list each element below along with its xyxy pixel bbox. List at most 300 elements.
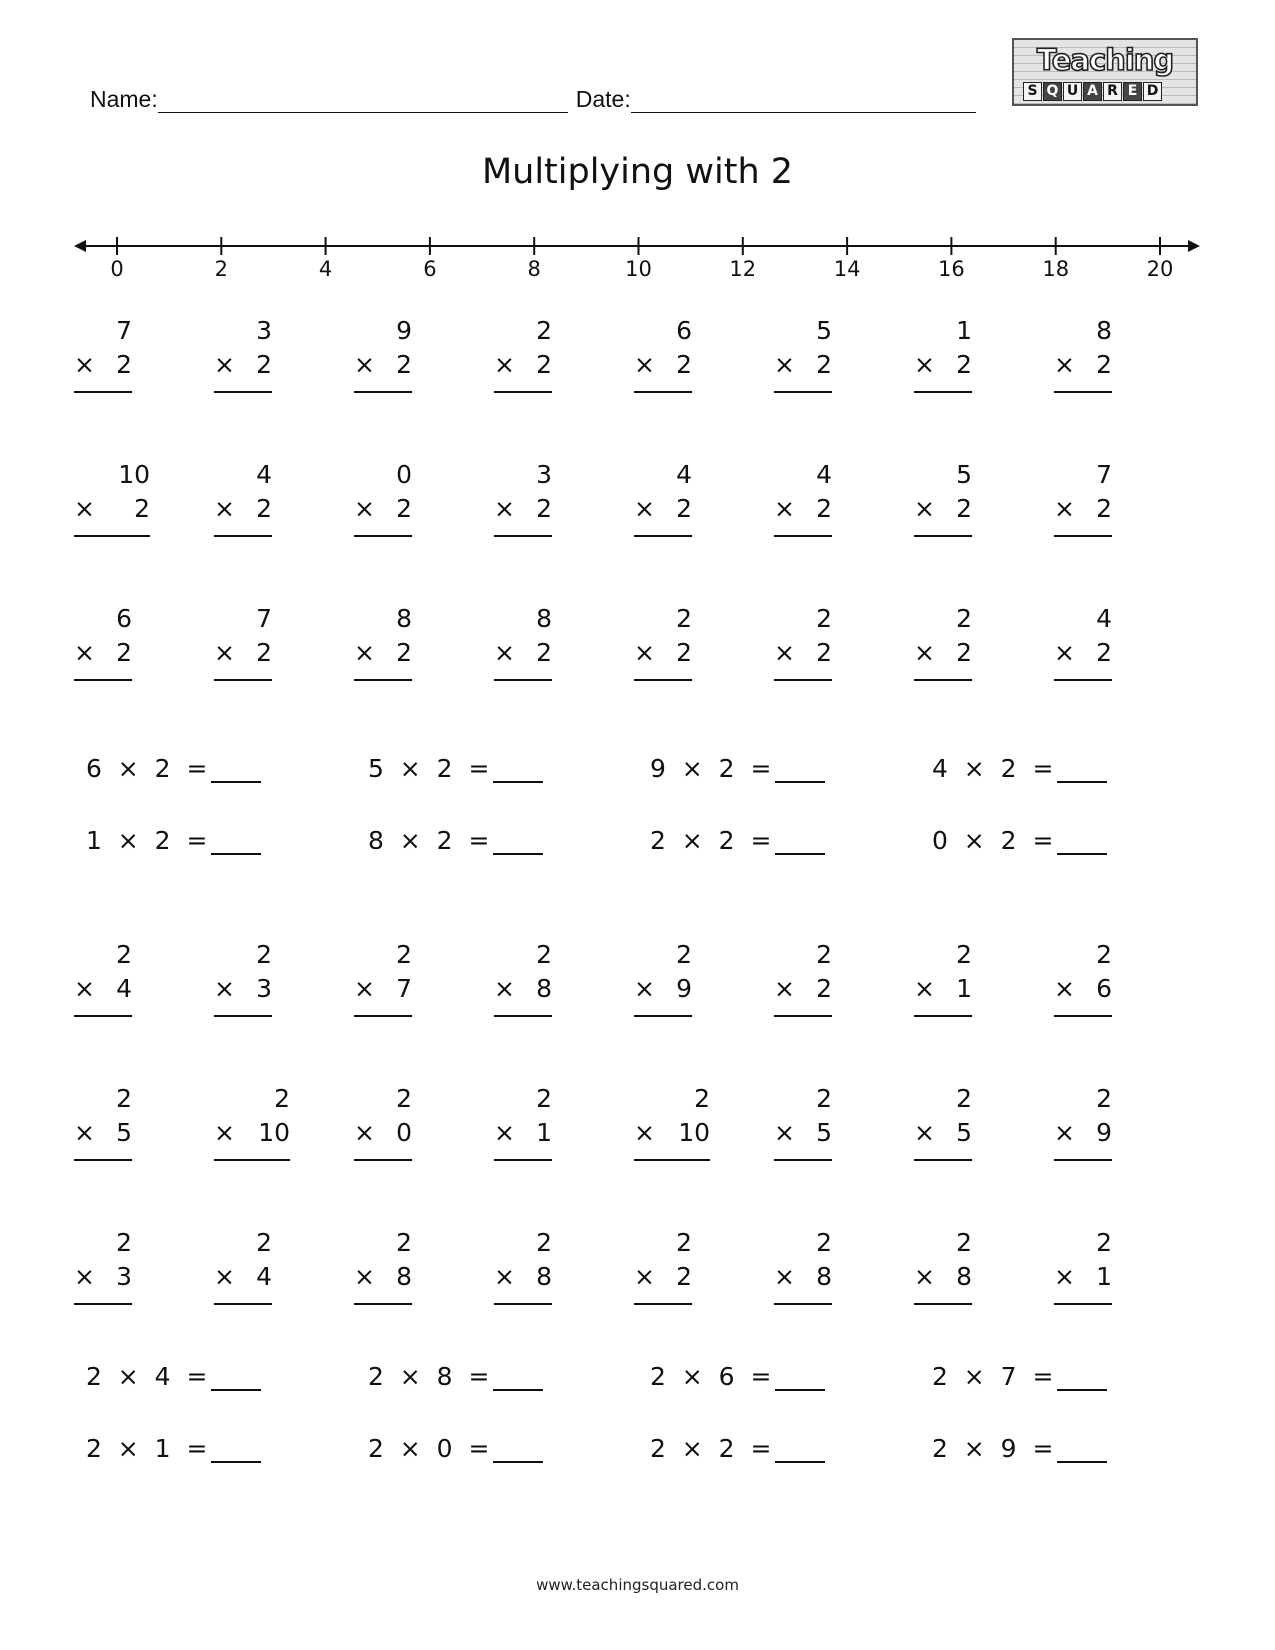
equation-text: 9 × 2 = bbox=[650, 754, 772, 783]
logo-word: Teaching bbox=[1036, 43, 1174, 77]
multiplier: 2 bbox=[1096, 494, 1112, 523]
multiplicand: 2 bbox=[956, 604, 972, 633]
multiplier: 8 bbox=[536, 974, 552, 1003]
vertical-problem bbox=[914, 316, 972, 396]
answer-blank[interactable] bbox=[211, 1439, 261, 1463]
answer-line[interactable] bbox=[914, 679, 972, 681]
vertical-problem bbox=[214, 460, 272, 540]
times-sign: × bbox=[214, 638, 235, 667]
vertical-problem bbox=[1054, 1084, 1112, 1164]
answer-line[interactable] bbox=[354, 1015, 412, 1017]
times-sign: × bbox=[354, 350, 375, 379]
answer-line[interactable] bbox=[74, 1159, 132, 1161]
answer-blank[interactable] bbox=[1057, 1439, 1107, 1463]
teaching-squared-logo bbox=[1012, 38, 1198, 106]
multiplier: 2 bbox=[676, 638, 692, 667]
vertical-problem bbox=[354, 940, 412, 1020]
multiplier: 2 bbox=[256, 638, 272, 667]
times-sign: × bbox=[214, 974, 235, 1003]
multiplicand: 8 bbox=[396, 604, 412, 633]
horizontal-problem bbox=[86, 1362, 261, 1391]
right-arrow-icon bbox=[1188, 240, 1200, 252]
times-sign: × bbox=[914, 1262, 935, 1291]
number-line-label: 4 bbox=[318, 257, 333, 280]
multiplier: 2 bbox=[396, 494, 412, 523]
multiplier: 2 bbox=[134, 494, 150, 523]
vertical-problem bbox=[634, 940, 692, 1020]
vertical-problem bbox=[914, 940, 972, 1020]
multiplicand: 8 bbox=[536, 604, 552, 633]
multiplicand: 2 bbox=[816, 940, 832, 969]
vertical-problem bbox=[214, 1228, 272, 1308]
multiplier: 2 bbox=[256, 494, 272, 523]
answer-line[interactable] bbox=[634, 1303, 692, 1305]
number-line-label: 6 bbox=[423, 257, 437, 280]
vertical-problem bbox=[214, 316, 272, 396]
vertical-problem bbox=[74, 1228, 132, 1308]
multiplicand: 6 bbox=[676, 316, 692, 345]
multiplier: 2 bbox=[816, 974, 832, 1003]
horizontal-problem bbox=[368, 826, 543, 855]
multiplicand: 7 bbox=[256, 604, 272, 633]
multiplicand: 2 bbox=[396, 1228, 412, 1257]
answer-line[interactable] bbox=[494, 1015, 552, 1017]
horizontal-problem bbox=[650, 1434, 825, 1463]
multiplicand: 2 bbox=[1096, 1084, 1112, 1113]
name-label: Name: bbox=[90, 86, 158, 112]
equation-text: 6 × 2 = bbox=[86, 754, 208, 783]
footer-url: www.teachingsquared.com bbox=[536, 1576, 739, 1594]
multiplier: 4 bbox=[116, 974, 132, 1003]
multiplier: 4 bbox=[256, 1262, 272, 1291]
answer-line[interactable] bbox=[74, 1303, 132, 1305]
horizontal-problem bbox=[650, 826, 825, 855]
multiplier: 2 bbox=[116, 638, 132, 667]
multiplicand: 2 bbox=[536, 940, 552, 969]
multiplicand: 7 bbox=[1096, 460, 1112, 489]
multiplicand: 10 bbox=[118, 460, 150, 489]
multiplier: 5 bbox=[956, 1118, 972, 1147]
answer-line[interactable] bbox=[494, 1303, 552, 1305]
number-line-label: 18 bbox=[1042, 257, 1070, 280]
answer-line[interactable] bbox=[774, 679, 832, 681]
vertical-problem bbox=[774, 604, 832, 684]
multiplicand: 2 bbox=[1096, 1228, 1112, 1257]
equation-text: 1 × 2 = bbox=[86, 826, 208, 855]
vertical-problem bbox=[634, 1084, 710, 1164]
name-field[interactable] bbox=[158, 88, 568, 113]
answer-blank[interactable] bbox=[493, 831, 543, 855]
multiplier: 2 bbox=[956, 494, 972, 523]
multiplicand: 6 bbox=[116, 604, 132, 633]
horizontal-problem bbox=[368, 754, 543, 783]
horizontal-problem bbox=[650, 754, 825, 783]
times-sign: × bbox=[74, 494, 95, 523]
vertical-problem bbox=[774, 316, 832, 396]
answer-line[interactable] bbox=[74, 391, 132, 393]
vertical-problem bbox=[774, 1084, 832, 1164]
horizontal-problem bbox=[86, 1434, 261, 1463]
vertical-problem bbox=[914, 1228, 972, 1308]
vertical-problem bbox=[354, 1228, 412, 1308]
multiplicand: 2 bbox=[116, 1084, 132, 1113]
answer-blank[interactable] bbox=[775, 831, 825, 855]
answer-line[interactable] bbox=[634, 1015, 692, 1017]
multiplier: 8 bbox=[956, 1262, 972, 1291]
vertical-problem bbox=[494, 604, 552, 684]
equation-text: 0 × 2 = bbox=[932, 826, 1054, 855]
times-sign: × bbox=[774, 494, 795, 523]
answer-blank[interactable] bbox=[211, 1367, 261, 1391]
horizontal-problem bbox=[86, 754, 261, 783]
logo-letter: A bbox=[1083, 82, 1102, 101]
answer-blank[interactable] bbox=[775, 1367, 825, 1391]
multiplier: 7 bbox=[396, 974, 412, 1003]
multiplicand: 2 bbox=[116, 940, 132, 969]
times-sign: × bbox=[74, 1262, 95, 1291]
times-sign: × bbox=[354, 974, 375, 1003]
multiplier: 5 bbox=[816, 1118, 832, 1147]
equation-text: 2 × 9 = bbox=[932, 1434, 1054, 1463]
answer-line[interactable] bbox=[214, 679, 272, 681]
multiplicand: 2 bbox=[694, 1084, 710, 1113]
horizontal-problem bbox=[650, 1362, 825, 1391]
times-sign: × bbox=[774, 350, 795, 379]
multiplicand: 2 bbox=[1096, 940, 1112, 969]
multiplier: 2 bbox=[676, 494, 692, 523]
vertical-problem bbox=[494, 1228, 552, 1308]
multiplicand: 2 bbox=[536, 316, 552, 345]
multiplier: 6 bbox=[1096, 974, 1112, 1003]
horizontal-problem bbox=[932, 754, 1107, 783]
times-sign: × bbox=[214, 494, 235, 523]
vertical-problem bbox=[354, 316, 412, 396]
answer-line[interactable] bbox=[774, 535, 832, 537]
answer-line[interactable] bbox=[214, 1015, 272, 1017]
times-sign: × bbox=[214, 1118, 235, 1147]
answer-line[interactable] bbox=[214, 391, 272, 393]
answer-line[interactable] bbox=[74, 679, 132, 681]
answer-blank[interactable] bbox=[1057, 831, 1107, 855]
vertical-problem bbox=[74, 1084, 132, 1164]
logo-letter-tiles bbox=[1023, 82, 1162, 101]
number-line-label: 20 bbox=[1146, 257, 1174, 280]
multiplicand: 2 bbox=[676, 940, 692, 969]
times-sign: × bbox=[634, 1118, 655, 1147]
equation-text: 2 × 1 = bbox=[86, 1434, 208, 1463]
multiplicand: 5 bbox=[816, 316, 832, 345]
logo-letter: S bbox=[1023, 82, 1042, 101]
date-label: Date: bbox=[575, 86, 631, 112]
multiplicand: 2 bbox=[536, 1228, 552, 1257]
vertical-problem bbox=[634, 460, 692, 540]
horizontal-problem bbox=[932, 1362, 1107, 1391]
date-field[interactable] bbox=[631, 88, 976, 113]
answer-line[interactable] bbox=[354, 1303, 412, 1305]
answer-line[interactable] bbox=[914, 1159, 972, 1161]
multiplicand: 2 bbox=[816, 1228, 832, 1257]
multiplier: 2 bbox=[396, 350, 412, 379]
logo-letter: D bbox=[1143, 82, 1162, 101]
multiplicand: 2 bbox=[396, 940, 412, 969]
multiplier: 2 bbox=[536, 350, 552, 379]
answer-blank[interactable] bbox=[211, 759, 261, 783]
times-sign: × bbox=[1054, 638, 1075, 667]
vertical-problem bbox=[74, 604, 132, 684]
times-sign: × bbox=[354, 494, 375, 523]
times-sign: × bbox=[74, 974, 95, 1003]
multiplier: 10 bbox=[678, 1118, 710, 1147]
multiplier: 3 bbox=[256, 974, 272, 1003]
multiplier: 9 bbox=[1096, 1118, 1112, 1147]
multiplicand: 4 bbox=[676, 460, 692, 489]
vertical-problem bbox=[914, 1084, 972, 1164]
multiplier: 2 bbox=[536, 494, 552, 523]
page-title: Multiplying with 2 bbox=[481, 152, 794, 192]
multiplier: 9 bbox=[676, 974, 692, 1003]
equation-text: 2 × 2 = bbox=[650, 1434, 772, 1463]
multiplicand: 2 bbox=[256, 1228, 272, 1257]
answer-line[interactable] bbox=[774, 1015, 832, 1017]
multiplicand: 2 bbox=[816, 1084, 832, 1113]
times-sign: × bbox=[214, 350, 235, 379]
logo-letter: R bbox=[1103, 82, 1122, 101]
vertical-problem bbox=[774, 460, 832, 540]
vertical-problem bbox=[494, 1084, 552, 1164]
times-sign: × bbox=[914, 350, 935, 379]
answer-line[interactable] bbox=[354, 391, 412, 393]
multiplicand: 2 bbox=[816, 604, 832, 633]
answer-blank[interactable] bbox=[1057, 1367, 1107, 1391]
vertical-problem bbox=[1054, 316, 1112, 396]
multiplicand: 2 bbox=[256, 940, 272, 969]
times-sign: × bbox=[354, 1118, 375, 1147]
answer-line[interactable] bbox=[494, 535, 552, 537]
times-sign: × bbox=[214, 1262, 235, 1291]
answer-blank[interactable] bbox=[211, 831, 261, 855]
multiplier: 2 bbox=[676, 350, 692, 379]
times-sign: × bbox=[354, 1262, 375, 1291]
number-line-label: 16 bbox=[938, 257, 965, 280]
multiplier: 1 bbox=[956, 974, 972, 1003]
multiplicand: 2 bbox=[956, 1228, 972, 1257]
times-sign: × bbox=[774, 638, 795, 667]
multiplier: 2 bbox=[816, 494, 832, 523]
multiplicand: 9 bbox=[396, 316, 412, 345]
multiplicand: 2 bbox=[676, 1228, 692, 1257]
times-sign: × bbox=[494, 1262, 515, 1291]
multiplier: 2 bbox=[956, 350, 972, 379]
times-sign: × bbox=[494, 494, 515, 523]
equation-text: 2 × 0 = bbox=[368, 1434, 490, 1463]
times-sign: × bbox=[494, 974, 515, 1003]
multiplier: 2 bbox=[1096, 638, 1112, 667]
answer-blank[interactable] bbox=[493, 759, 543, 783]
answer-line[interactable] bbox=[914, 535, 972, 537]
answer-blank[interactable] bbox=[775, 1439, 825, 1463]
answer-line[interactable] bbox=[74, 535, 150, 537]
answer-line[interactable] bbox=[914, 1015, 972, 1017]
multiplier: 2 bbox=[116, 350, 132, 379]
vertical-problem bbox=[214, 604, 272, 684]
multiplicand: 5 bbox=[956, 460, 972, 489]
times-sign: × bbox=[494, 350, 515, 379]
times-sign: × bbox=[914, 1118, 935, 1147]
answer-line[interactable] bbox=[634, 391, 692, 393]
vertical-problem bbox=[1054, 460, 1112, 540]
times-sign: × bbox=[914, 638, 935, 667]
equation-text: 2 × 2 = bbox=[650, 826, 772, 855]
vertical-problem bbox=[1054, 940, 1112, 1020]
horizontal-problem bbox=[932, 1434, 1107, 1463]
vertical-problem bbox=[354, 460, 412, 540]
answer-line[interactable] bbox=[354, 1159, 412, 1161]
multiplicand: 1 bbox=[956, 316, 972, 345]
answer-line[interactable] bbox=[214, 535, 272, 537]
multiplier: 10 bbox=[258, 1118, 290, 1147]
multiplier: 2 bbox=[536, 638, 552, 667]
multiplier: 2 bbox=[256, 350, 272, 379]
equation-text: 2 × 7 = bbox=[932, 1362, 1054, 1391]
multiplier: 2 bbox=[816, 350, 832, 379]
times-sign: × bbox=[634, 350, 655, 379]
answer-line[interactable] bbox=[74, 1015, 132, 1017]
multiplicand: 3 bbox=[256, 316, 272, 345]
vertical-problem bbox=[494, 316, 552, 396]
vertical-problem bbox=[1054, 1228, 1112, 1308]
answer-line[interactable] bbox=[214, 1159, 290, 1161]
multiplier: 1 bbox=[536, 1118, 552, 1147]
answer-line[interactable] bbox=[914, 1303, 972, 1305]
answer-line[interactable] bbox=[634, 1159, 710, 1161]
multiplier: 2 bbox=[396, 638, 412, 667]
answer-line[interactable] bbox=[214, 1303, 272, 1305]
answer-line[interactable] bbox=[774, 1159, 832, 1161]
name-date-header bbox=[90, 86, 976, 113]
times-sign: × bbox=[634, 974, 655, 1003]
multiplier: 2 bbox=[1096, 350, 1112, 379]
vertical-problem bbox=[634, 1228, 692, 1308]
multiplicand: 2 bbox=[956, 1084, 972, 1113]
multiplier: 8 bbox=[396, 1262, 412, 1291]
answer-line[interactable] bbox=[1054, 1015, 1112, 1017]
horizontal-problem bbox=[368, 1434, 543, 1463]
vertical-problem bbox=[914, 604, 972, 684]
answer-line[interactable] bbox=[1054, 1303, 1112, 1305]
number-line-label: 10 bbox=[625, 257, 652, 280]
multiplicand: 3 bbox=[536, 460, 552, 489]
answer-line[interactable] bbox=[354, 535, 412, 537]
answer-line[interactable] bbox=[1054, 1159, 1112, 1161]
answer-line[interactable] bbox=[774, 1303, 832, 1305]
vertical-problem bbox=[774, 940, 832, 1020]
horizontal-problem bbox=[368, 1362, 543, 1391]
vertical-problem bbox=[354, 1084, 412, 1164]
vertical-problem bbox=[354, 604, 412, 684]
number-line-label: 12 bbox=[729, 257, 757, 280]
multiplier: 8 bbox=[536, 1262, 552, 1291]
answer-line[interactable] bbox=[1054, 679, 1112, 681]
vertical-problem bbox=[494, 460, 552, 540]
times-sign: × bbox=[774, 1262, 795, 1291]
times-sign: × bbox=[74, 350, 95, 379]
horizontal-problem bbox=[932, 826, 1107, 855]
answer-blank[interactable] bbox=[493, 1367, 543, 1391]
vertical-problem bbox=[74, 460, 150, 540]
multiplier: 0 bbox=[396, 1118, 412, 1147]
equation-text: 2 × 4 = bbox=[86, 1362, 208, 1391]
equation-text: 2 × 8 = bbox=[368, 1362, 490, 1391]
multiplier: 8 bbox=[816, 1262, 832, 1291]
multiplicand: 2 bbox=[396, 1084, 412, 1113]
answer-line[interactable] bbox=[494, 391, 552, 393]
answer-blank[interactable] bbox=[493, 1439, 543, 1463]
answer-line[interactable] bbox=[1054, 535, 1112, 537]
vertical-problem bbox=[214, 1084, 290, 1164]
answer-blank[interactable] bbox=[775, 759, 825, 783]
multiplier: 1 bbox=[1096, 1262, 1112, 1291]
vertical-problem bbox=[74, 316, 132, 396]
vertical-problem bbox=[1054, 604, 1112, 684]
multiplicand: 2 bbox=[536, 1084, 552, 1113]
multiplicand: 0 bbox=[396, 460, 412, 489]
multiplicand: 4 bbox=[816, 460, 832, 489]
times-sign: × bbox=[634, 1262, 655, 1291]
multiplicand: 8 bbox=[1096, 316, 1112, 345]
equation-text: 4 × 2 = bbox=[932, 754, 1054, 783]
times-sign: × bbox=[74, 1118, 95, 1147]
multiplier: 2 bbox=[956, 638, 972, 667]
multiplier: 5 bbox=[116, 1118, 132, 1147]
left-arrow-icon bbox=[74, 240, 86, 252]
answer-line[interactable] bbox=[634, 679, 692, 681]
multiplicand: 2 bbox=[956, 940, 972, 969]
logo-letter: Q bbox=[1043, 82, 1062, 101]
multiplicand: 7 bbox=[116, 316, 132, 345]
multiplicand: 2 bbox=[676, 604, 692, 633]
multiplicand: 2 bbox=[274, 1084, 290, 1113]
answer-line[interactable] bbox=[494, 1159, 552, 1161]
vertical-problem bbox=[634, 604, 692, 684]
logo-letter: E bbox=[1123, 82, 1142, 101]
multiplier: 2 bbox=[816, 638, 832, 667]
logo-letter: U bbox=[1063, 82, 1082, 101]
times-sign: × bbox=[494, 638, 515, 667]
equation-text: 2 × 6 = bbox=[650, 1362, 772, 1391]
multiplicand: 2 bbox=[116, 1228, 132, 1257]
times-sign: × bbox=[494, 1118, 515, 1147]
equation-text: 8 × 2 = bbox=[368, 826, 490, 855]
vertical-problem bbox=[634, 316, 692, 396]
answer-line[interactable] bbox=[1054, 391, 1112, 393]
multiplier: 2 bbox=[676, 1262, 692, 1291]
answer-line[interactable] bbox=[774, 391, 832, 393]
answer-line[interactable] bbox=[354, 679, 412, 681]
multiplier: 3 bbox=[116, 1262, 132, 1291]
times-sign: × bbox=[634, 494, 655, 523]
times-sign: × bbox=[1054, 1262, 1075, 1291]
answer-line[interactable] bbox=[914, 391, 972, 393]
number-line-label: 0 bbox=[110, 257, 124, 280]
number-line-label: 2 bbox=[214, 257, 228, 280]
answer-line[interactable] bbox=[634, 535, 692, 537]
times-sign: × bbox=[914, 974, 935, 1003]
times-sign: × bbox=[774, 1118, 795, 1147]
answer-line[interactable] bbox=[494, 679, 552, 681]
times-sign: × bbox=[634, 638, 655, 667]
answer-blank[interactable] bbox=[1057, 759, 1107, 783]
number-line bbox=[0, 220, 1275, 280]
